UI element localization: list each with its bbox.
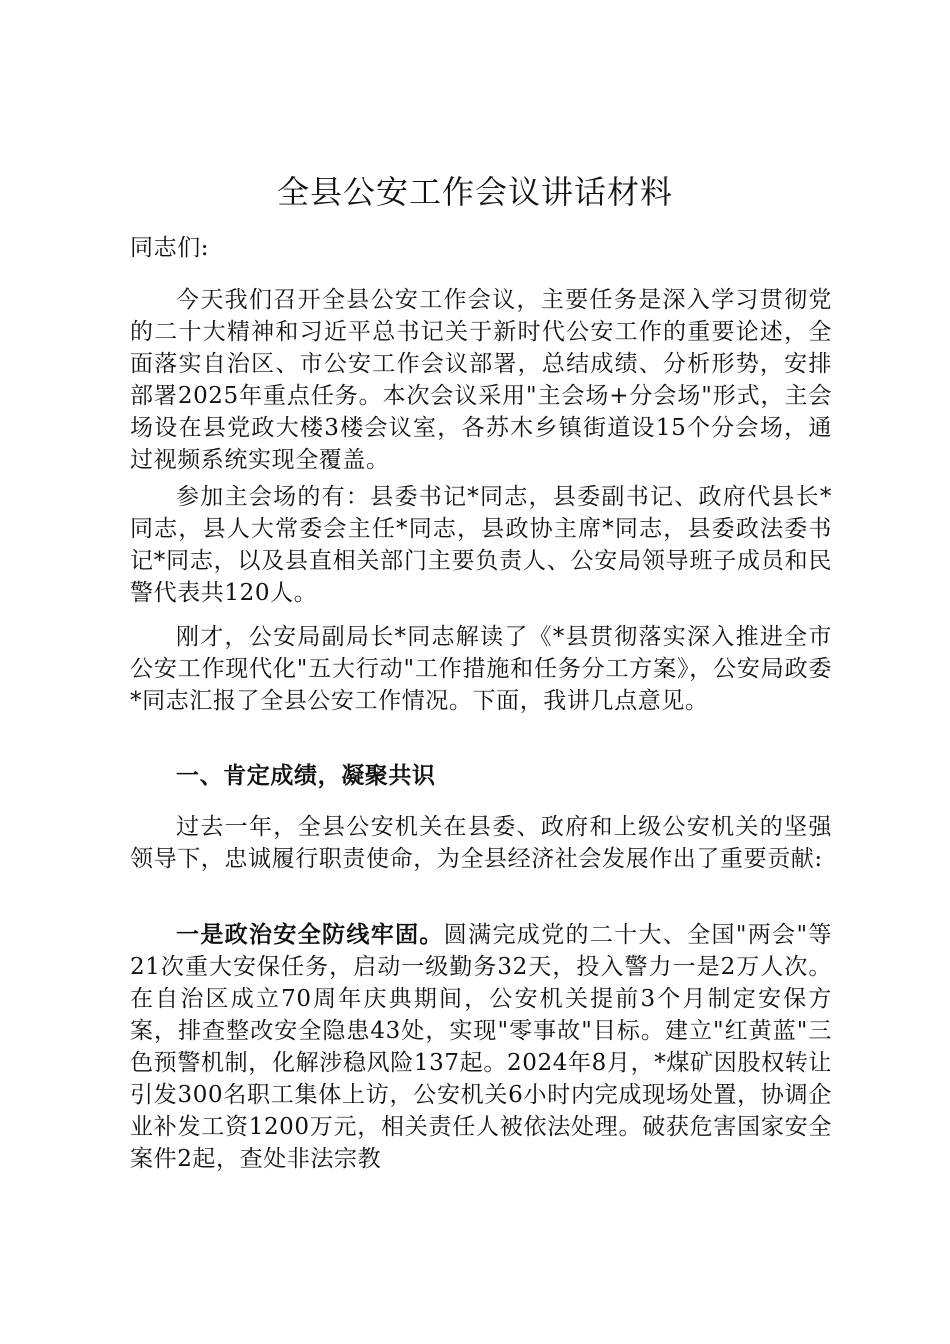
paragraph-agenda: 刚才，公安局副局长*同志解读了《*县贯彻落实深入推进全市公安工作现代化"五大行动"工作措施和任务分工方案》，公安局政委*同志汇报了全县公安工作情况。下面，我讲几点意见。 xyxy=(130,624,832,714)
salutation: 同志们: xyxy=(130,235,210,261)
paragraph-attendees: 参加主会场的有：县委书记*同志，县委副书记、政府代县长*同志，县人大常委会主任*同志，县政协主席*同志，县委政法委书记*同志，以及县直相关部门主要负责人、公安局领导班子成员和民警代表共120人。 xyxy=(130,484,832,606)
paragraph-meeting-purpose: 今天我们召开全县公安工作会议，主要任务是深入学习贯彻党的二十大精神和习近平总书记关于新时代公安工作的重要论述，全面落实自治区、市公安工作会议部署，总结成绩、分析形势，安排部署2025年重点任务。本次会议采用"主会场+分会场"形式，主会场设在县党政大楼3楼会议室，各苏木乡镇街道设15个分会场，通过视频系统实现全覆盖。 xyxy=(130,287,832,473)
paragraph-achievements-intro: 过去一年，全县公安机关在县委、政府和上级公安机关的坚强领导下，忠诚履行职责使命，为全县经济社会发展作出了重要贡献: xyxy=(130,814,832,872)
section-heading-1: 一、肯定成绩，凝聚共识 xyxy=(176,763,436,789)
paragraph-lead-text: 一是政治安全防线牢固。 xyxy=(176,922,444,948)
paragraph-political-security xyxy=(130,919,832,1175)
paragraph-body-text: 圆满完成党的二十大、全国"两会"等21次重大安保任务，启动一级勤务32天，投入警力一是2万人次。在自治区成立70周年庆典期间，公安机关提前3个月制定安保方案，排查整改安全隐患43处，实现"零事故"目标。建立"红黄蓝"三色预警机制，化解涉稳风险137起。2024年8月，*煤矿因股权转让引发300名职工集体上访，公安机关6小时内完成现场处置，协调企业补发工资1200万元，相关责任人被依法处理。破获危害国家安全案件2起，查处非法宗教 xyxy=(130,922,832,1172)
document-title: 全县公安工作会议讲话材料 xyxy=(276,173,673,211)
